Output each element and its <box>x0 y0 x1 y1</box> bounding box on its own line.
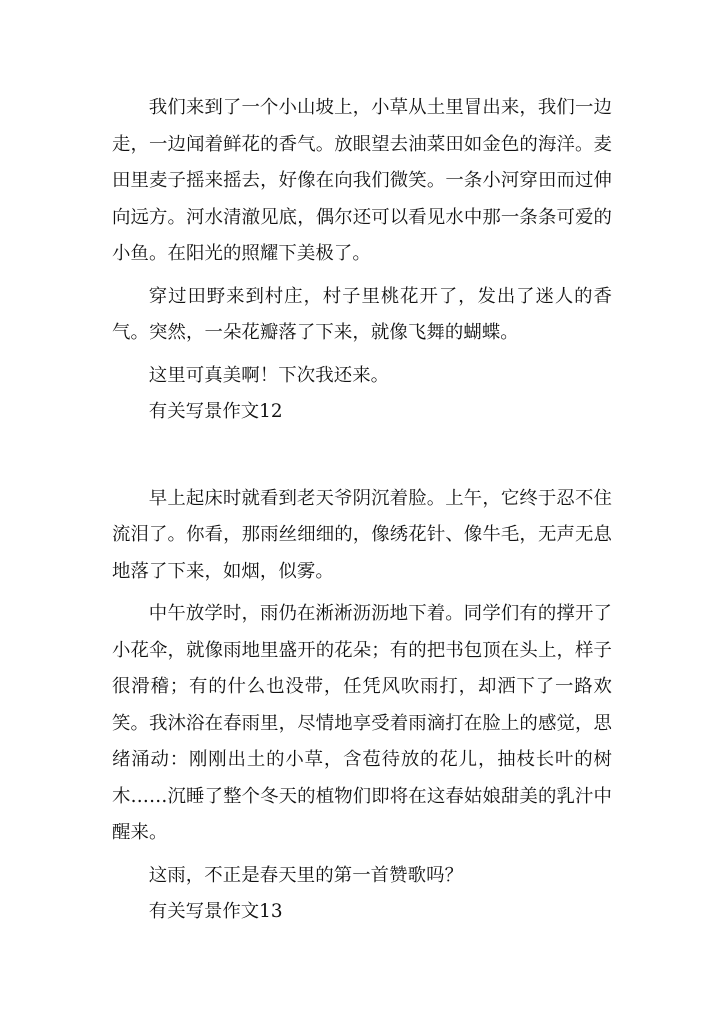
paragraph-noon-rain: 中午放学时，雨仍在淅淅沥沥地下着。同学们有的撑开了小花伞，就像雨地里盛开的花朵；有的把书包顶在头上，样子很滑稽；有的什么也没带，任凭风吹雨打，却洒下了一路欢笑。我沐浴在春雨里，尽情地享受着雨滴打在脸上的感觉，思绪涌动：刚刚出土的小草，含苞待放的花儿，抽枝长叶的树木……沉睡了整个冬天的植物们即将在这春姑娘甜美的乳汁中醒来。 <box>112 603 612 843</box>
paragraph-closing-remark: 这里可真美啊！下次我还来。 <box>148 364 390 386</box>
paragraph-morning-rain: 早上起床时就看到老天爷阴沉着脸。上午，它终于忍不住流泪了。你看，那雨丝细细的，像绣花针、像牛毛，无声无息地落了下来，如烟，似雾。 <box>112 487 612 582</box>
essay-heading-12: 有关写景作文12 <box>148 401 283 422</box>
document-body <box>112 90 612 931</box>
essay-heading-13: 有关写景作文13 <box>148 901 283 922</box>
paragraph-spring-hymn: 这雨，不正是春天里的第一首赞歌吗？ <box>148 864 464 886</box>
paragraph-hillside: 我们来到了一个小山坡上，小草从土里冒出来，我们一边走，一边闻着鲜花的香气。放眼望去油菜田如金色的海洋。麦田里麦子摇来摇去，好像在向我们微笑。一条小河穿田而过伸向远方。河水清澈见底，偶尔还可以看见水中那一条条可爱的小鱼。在阳光的照耀下美极了。 <box>112 97 612 264</box>
paragraph-village: 穿过田野来到村庄，村子里桃花开了，发出了迷人的香气。突然，一朵花瓣落了下来，就像飞舞的蝴蝶。 <box>112 285 612 343</box>
